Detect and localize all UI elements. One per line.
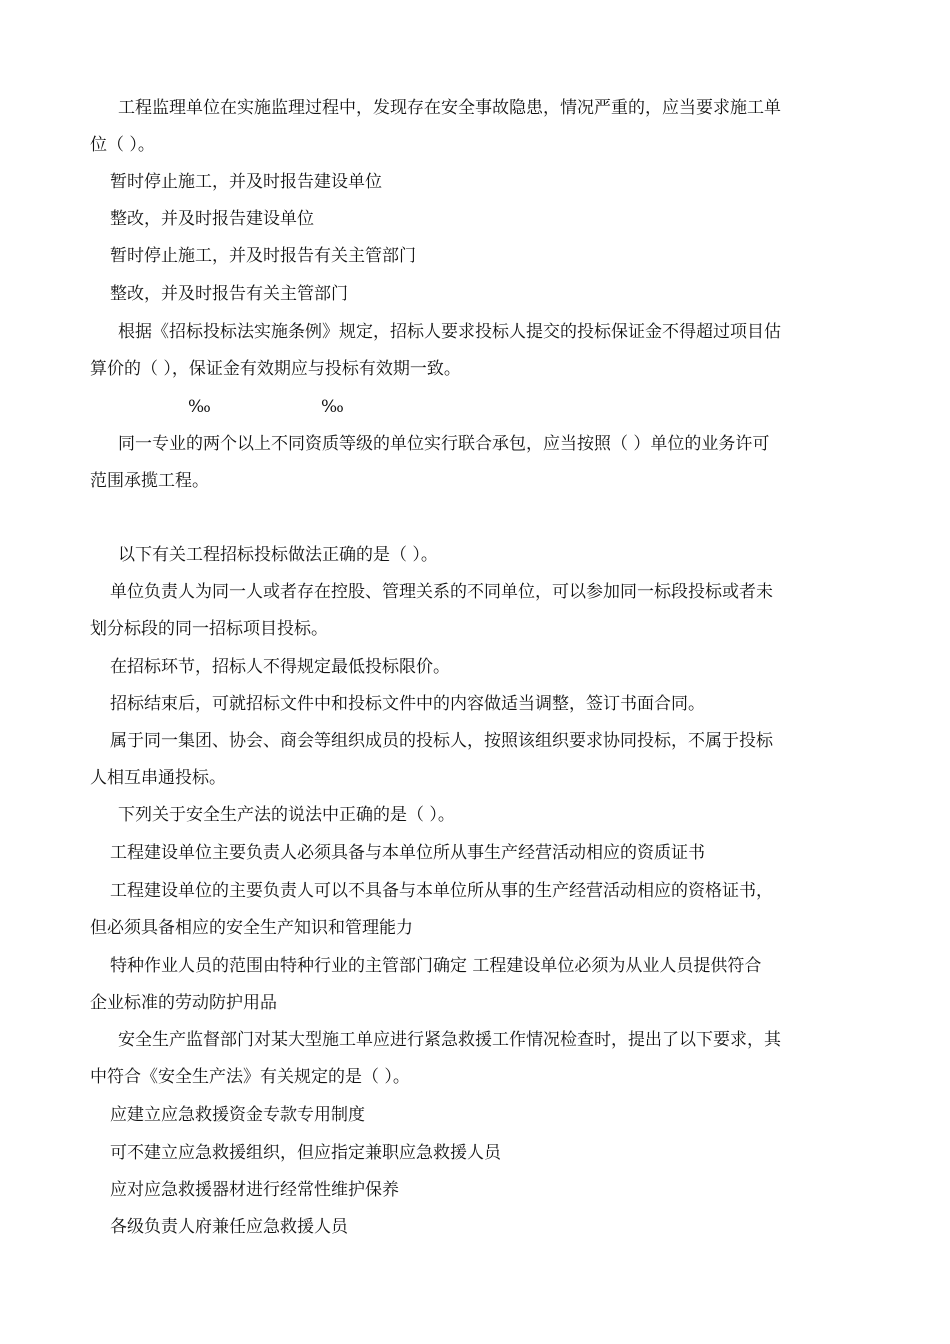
q2-option-a: ‰ bbox=[188, 397, 211, 417]
q4-option-b: 在招标环节，招标人不得规定最低投标限价。 bbox=[110, 657, 450, 677]
q4-option-a-line2: 划分标段的同一招标项目投标。 bbox=[90, 619, 328, 639]
q2-stem-line2: 算价的（ ），保证金有效期应与投标有效期一致。 bbox=[90, 359, 461, 379]
q3-stem-line2: 范围承揽工程。 bbox=[90, 471, 209, 491]
q6-option-b: 可不建立应急救援组织，但应指定兼职应急救援人员 bbox=[110, 1143, 501, 1163]
q1-option-b: 整改，并及时报告建设单位 bbox=[110, 209, 314, 229]
q4-stem: 以下有关工程招标投标做法正确的是（ ）。 bbox=[118, 545, 438, 565]
q6-stem-line2: 中符合《安全生产法》有关规定的是（ ）。 bbox=[90, 1067, 410, 1087]
q1-option-a: 暂时停止施工，并及时报告建设单位 bbox=[110, 172, 382, 192]
q2-stem-line1: 根据《招标投标法实施条例》规定，招标人要求投标人提交的投标保证金不得超过项目估 bbox=[118, 322, 781, 342]
q4-option-c: 招标结束后，可就招标文件中和投标文件中的内容做适当调整，签订书面合同。 bbox=[110, 694, 705, 714]
q1-option-c: 暂时停止施工，并及时报告有关主管部门 bbox=[110, 246, 416, 266]
q5-option-c-line1: 特种作业人员的范围由特种行业的主管部门确定 工程建设单位必须为从业人员提供符合 bbox=[110, 956, 762, 976]
q6-option-c: 应对应急救援器材进行经常性维护保养 bbox=[110, 1180, 399, 1200]
q4-option-d-line2: 人相互串通投标。 bbox=[90, 768, 226, 788]
q3-stem-line1: 同一专业的两个以上不同资质等级的单位实行联合承包，应当按照（ ）单位的业务许可 bbox=[118, 434, 770, 454]
q5-option-b-line2: 但必须具备相应的安全生产知识和管理能力 bbox=[90, 918, 413, 938]
q6-stem-line1: 安全生产监督部门对某大型施工单应进行紧急救援工作情况检查时，提出了以下要求，其 bbox=[118, 1030, 781, 1050]
q4-option-d-line1: 属于同一集团、协会、商会等组织成员的投标人，按照该组织要求协同投标，不属于投标 bbox=[110, 731, 773, 751]
q1-option-d: 整改，并及时报告有关主管部门 bbox=[110, 284, 348, 304]
q5-stem: 下列关于安全生产法的说法中正确的是（ ）。 bbox=[118, 805, 455, 825]
q4-option-a-line1: 单位负责人为同一人或者存在控股、管理关系的不同单位，可以参加同一标段投标或者未 bbox=[110, 582, 773, 602]
q5-option-b-line1: 工程建设单位的主要负责人可以不具备与本单位所从事的生产经营活动相应的资格证书， bbox=[110, 881, 773, 901]
q2-option-b: ‰ bbox=[321, 397, 344, 417]
q1-stem-line1: 工程监理单位在实施监理过程中，发现存在安全事故隐患，情况严重的，应当要求施工单 bbox=[118, 98, 781, 118]
q5-option-a: 工程建设单位主要负责人必须具备与本单位所从事生产经营活动相应的资质证书 bbox=[110, 843, 705, 863]
q6-option-a: 应建立应急救援资金专款专用制度 bbox=[110, 1105, 365, 1125]
q1-stem-line2: 位（ ）。 bbox=[90, 135, 155, 155]
q5-option-c-line2: 企业标准的劳动防护用品 bbox=[90, 993, 277, 1013]
q6-option-d: 各级负责人府兼任应急救援人员 bbox=[110, 1217, 348, 1237]
